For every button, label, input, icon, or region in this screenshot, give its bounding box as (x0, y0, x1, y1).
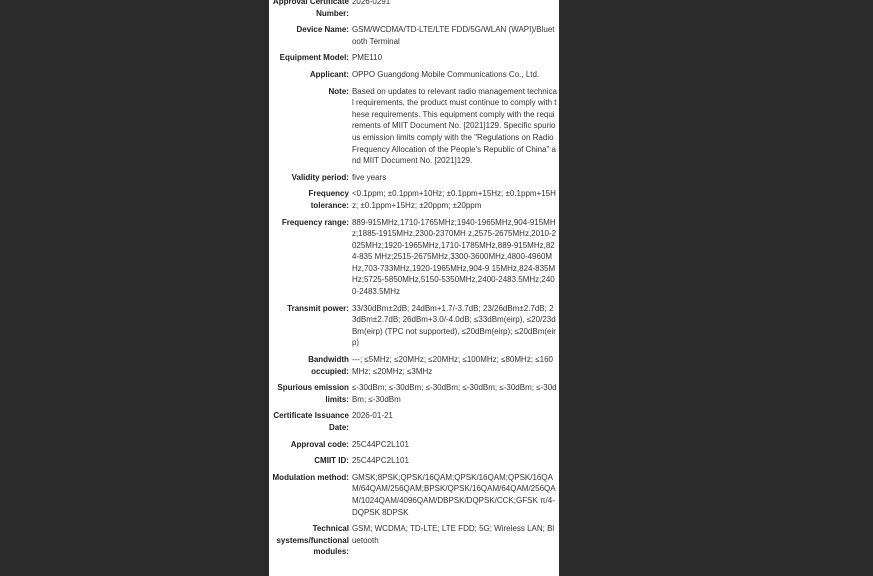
row-frequency-range (269, 217, 559, 298)
approval-certificate-number-label: Approval Certificate Number: (272, 0, 349, 18)
row-approval-code (269, 439, 559, 451)
bandwidth-occupied-label: Bandwidth occupied: (308, 355, 349, 376)
cmiit-id-label: CMIIT ID: (314, 456, 349, 466)
row-device-name (269, 24, 559, 47)
approval-code-label: Approval code: (290, 439, 349, 449)
frequency-tolerance-label: Frequency tolerance: (308, 189, 349, 210)
approval-certificate-number-value: 2026-0291 (351, 0, 391, 6)
note-label: Note: (328, 86, 349, 96)
certificate-page (269, 0, 559, 576)
note-value: Based on updates to relevant radio management technical requirements, the product must continue to comply with these requirements. This equipment comply with the requirements of MIIT Document No. [2021]129. Specific spurious emission limits comply with the "Regulations on Radio Frequency Allocation of the People's Republic of China" and MIIT Document No. [2021]129. (351, 86, 557, 166)
row-transmit-power (269, 303, 559, 349)
modulation-method-label: Modulation method: (272, 472, 349, 482)
certificate-issuance-date-label: Certificate Issuance Date: (273, 411, 349, 432)
row-note (269, 86, 559, 167)
validity-period-label: Validity period: (291, 172, 349, 182)
row-certificate-issuance-date (269, 410, 559, 433)
row-equipment-model (269, 52, 559, 64)
row-modulation-method (269, 472, 559, 518)
spurious-emission-limits-label: Spurious emission limits: (277, 383, 349, 404)
bandwidth-occupied-value: ---; ≤5MHz; ≤20MHz; ≤20MHz; ≤100MHz; ≤80MHz; ≤160MHz; ≤20MHz; ≤3MHz (351, 355, 554, 376)
applicant-value: OPPO Guangdong Mobile Communications Co., Ltd. (351, 69, 540, 79)
device-name-value: GSM/WCDMA/TD-LTE/LTE FDD/5G/WLAN (WAPI)/Bluetooth Terminal (351, 25, 555, 46)
equipment-model-value: PME110 (351, 53, 383, 63)
row-cmiit-id (269, 455, 559, 467)
applicant-label: Applicant: (309, 69, 349, 79)
approval-code-value: 25C44PC2L101 (351, 439, 409, 449)
technical-systems-value: GSM; WCDMA; TD-LTE; LTE FDD; 5G; Wireless LAN; Bluetooth (351, 524, 555, 545)
certificate-table (269, 0, 559, 558)
transmit-power-value: 33/30dBm±2dB; 24dBm+1.7/-3.7dB; 23/26dBm±2.7dB; 23dBm±2.7dB; 26dBm+3.0/-4.0dB; ≤33dBm(eirp), ≤20/23dBm(eirp) (TPC not supported), ≤20dBm(eirp); ≤20dBm(eirp) (351, 303, 556, 348)
row-technical-systems (269, 523, 559, 558)
row-bandwidth-occupied (269, 354, 559, 377)
device-name-label: Device Name: (296, 25, 349, 35)
validity-period-value: five years (351, 172, 387, 182)
row-approval-certificate-number (269, 0, 559, 19)
row-frequency-tolerance (269, 188, 559, 211)
cmiit-id-value: 25C44PC2L101 (351, 456, 409, 466)
certificate-issuance-date-value: 2026-01-21 (351, 411, 393, 421)
row-spurious-emission-limits (269, 382, 559, 405)
equipment-model-label: Equipment Model: (279, 53, 349, 63)
row-applicant (269, 69, 559, 81)
frequency-tolerance-value: <0.1ppm; ±0.1ppm+10Hz; ±0.1ppm+15Hz; ±0.1ppm+15Hz; ±0.1ppm+15Hz; ±20ppm; ±20ppm (351, 189, 556, 210)
row-validity-period (269, 172, 559, 184)
modulation-method-value: GMSK;8PSK;QPSK/16QAM;QPSK/16QAM;QPSK/16QAM/64QAM/256QAM;BPSK/QPSK/16QAM/64QAM/256QAM/1024QAM/4096QAM/DBPSK/DQPSK/CCK;GFSK π/4-DQPSK 8DPSK (351, 472, 556, 517)
transmit-power-label: Transmit power: (287, 303, 349, 313)
frequency-range-label: Frequency range: (281, 217, 349, 227)
spurious-emission-limits-value: ≤-30dBm; ≤-30dBm; ≤-30dBm; ≤-30dBm; ≤-30dBm; ≤-30dBm; ≤-30dBm (351, 383, 557, 404)
technical-systems-label: Technical systems/functional modules: (276, 524, 349, 557)
frequency-range-value: 889-915MHz,1710-1765MHz;1940-1965MHz,904-915MHz;1885-1915MHz,2300-2370MH z,2575-2675MHz,2010-2025MHz;1920-1965MHz,1710-1785MHz,889-915MHz,824-835 MHz;2515-2675MHz,3300-3600MHz,4800-4960MHz,703-733MHz,1920-1965MHz,904-9 15MHz,824-835MHz;5725-5850MHz,5150-5350MHz,2400-2483.5MHz;2400-2483.5MHz (351, 217, 557, 297)
